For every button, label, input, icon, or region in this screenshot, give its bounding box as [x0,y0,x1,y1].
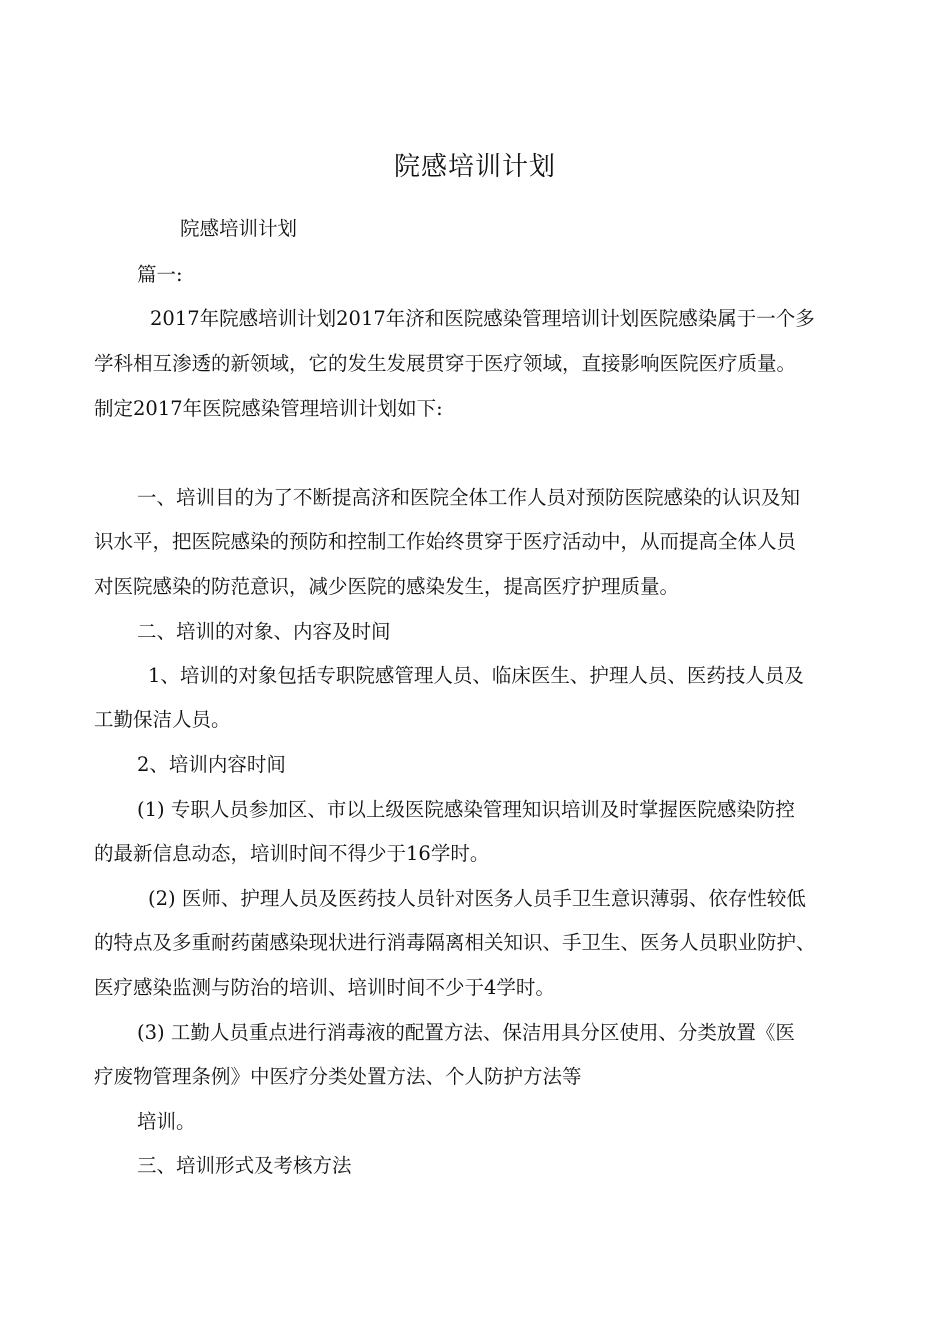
paragraph-line: 一、培训目的为了不断提高济和医院全体工作人员对预防医院感染的认识及知 [137,486,801,509]
section-label: 篇一: [137,263,183,286]
section-heading: 二、培训的对象、内容及时间 [137,620,391,643]
document-title: 院感培训计划 [393,152,556,182]
subsection-heading: 2、培训内容时间 [137,753,286,776]
paragraph-line: 的最新信息动态，培训时间不得少于16学时。 [94,842,490,865]
paragraph-line: (2) 医师、护理人员及医药技人员针对医务人员手卫生意识薄弱、依存性较低 [148,887,806,910]
paragraph-line: 2017年院感培训计划2017年济和医院感染管理培训计划医院感染属于一个多 [150,307,815,330]
paragraph-line: 的特点及多重耐药菌感染现状进行消毒隔离相关知识、手卫生、医务人员职业防护、 [94,931,816,954]
paragraph-line: (1) 专职人员参加区、市以上级医院感染管理知识培训及时掌握医院感染防控 [137,798,795,821]
paragraph-line: 疗废物管理条例》中医疗分类处置方法、个人防护方法等 [94,1065,582,1088]
paragraph-line: 制定2017年医院感染管理培训计划如下: [94,397,443,420]
paragraph-line: 工勤保洁人员。 [94,708,231,731]
paragraph-line: 识水平，把医院感染的预防和控制工作始终贯穿于医疗活动中，从而提高全体人员 [94,530,797,553]
paragraph-line: 学科相互渗透的新领域，它的发生发展贯穿于医疗领域，直接影响医院医疗质量。 [94,352,797,375]
paragraph-line: 1、培训的对象包括专职院感管理人员、临床医生、护理人员、医药技人员及 [148,664,804,687]
paragraph-line: 培训。 [137,1110,196,1133]
paragraph-line: (3) 工勤人员重点进行消毒液的配置方法、保洁用具分区使用、分类放置《医 [137,1021,795,1044]
subtitle-line: 院感培训计划 [180,217,298,240]
paragraph-line: 医疗感染监测与防治的培训、培训时间不少于4学时。 [94,976,555,999]
paragraph-line: 对医院感染的防范意识，减少医院的感染发生，提高医疗护理质量。 [94,575,680,598]
section-heading: 三、培训形式及考核方法 [137,1154,352,1177]
